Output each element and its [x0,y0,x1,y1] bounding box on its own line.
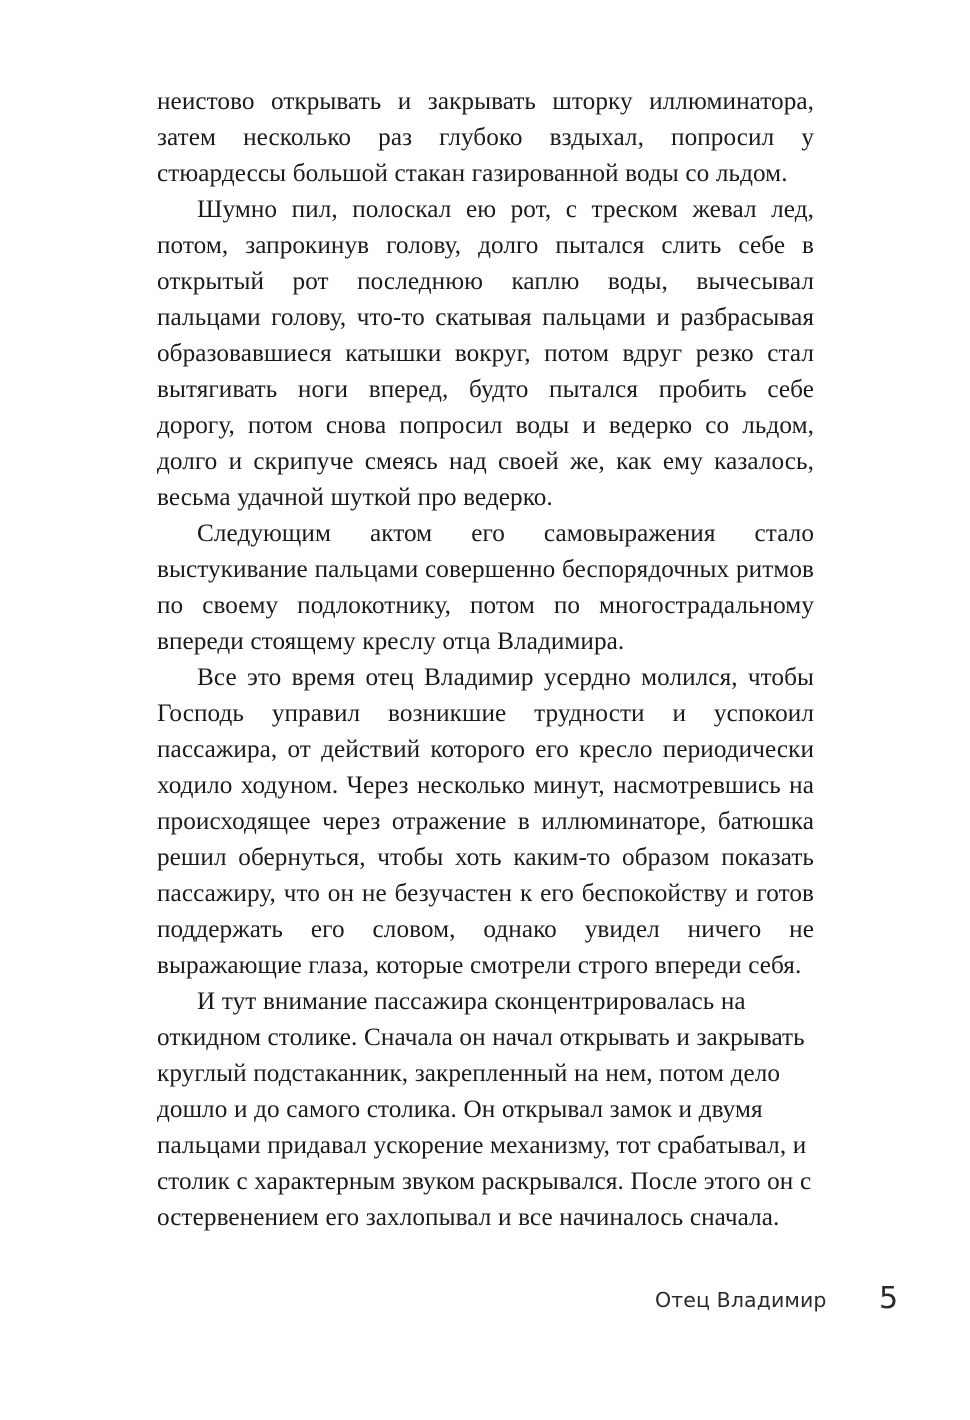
page-number: 5 [879,1281,899,1316]
paragraph: неистово открывать и закрывать шторку иллюминатора, затем несколько раз глубоко вздыхал, попросил у стюардессы большой стакан газированной воды со льдом. [157,88,814,187]
paragraph: Следующим актом его самовыражения стало выстукивание пальцами совершенно беспорядочных ритмов по своему подлокотнику, потом по многострадальному впереди стоящему креслу отца Владимира. [157,520,814,655]
paragraph: Шумно пил, полоскал ею рот, с треском жевал лед, потом, запрокинув голову, долго пытался слить себе в открытый рот последнюю каплю воды, вычесывал пальцами голову, что-то скатывая пальцами и разбрасывая образовавшиеся катышки вокруг, потом вдруг резко стал вытягивать ноги вперед, будто пытался пробить себе дорогу, потом снова попросил воды и ведерко со льдом, долго и скрипуче смеясь над своей же, как ему казалось, весьма удачной шуткой про ведерко. [157,196,814,511]
running-title: Отец Владимир [655,1288,827,1312]
paragraph: Все это время отец Владимир усердно молился, чтобы Господь управил возникшие трудности и успокоил пассажира, от действий которого его кресло периодически ходило ходуном. Через несколько минут, насмотревшись на происходящее через отражение в иллюминаторе, батюшка решил обернуться, чтобы хоть каким-то образом показать пассажиру, что он не безучастен к его беспокойству и готов поддержать его словом, однако увидел ничего не выражающие глаза, которые смотрели строго впереди себя. [157,664,814,979]
page-footer [0,1281,970,1330]
page-text-block [157,84,814,1236]
paragraph: И тут внимание пассажира сконцентрировалась на откидном столике. Сначала он начал открывать и закрывать круглый подстаканник, закрепленный на нем, потом дело дошло и до самого столика. Он открывал замок и двумя пальцами придавал ускорение механизму, тот срабатывал, и столик с характерным звуком раскрывался. После этого он с остервенением его захлопывал и все начиналось сначала. [157,988,812,1231]
